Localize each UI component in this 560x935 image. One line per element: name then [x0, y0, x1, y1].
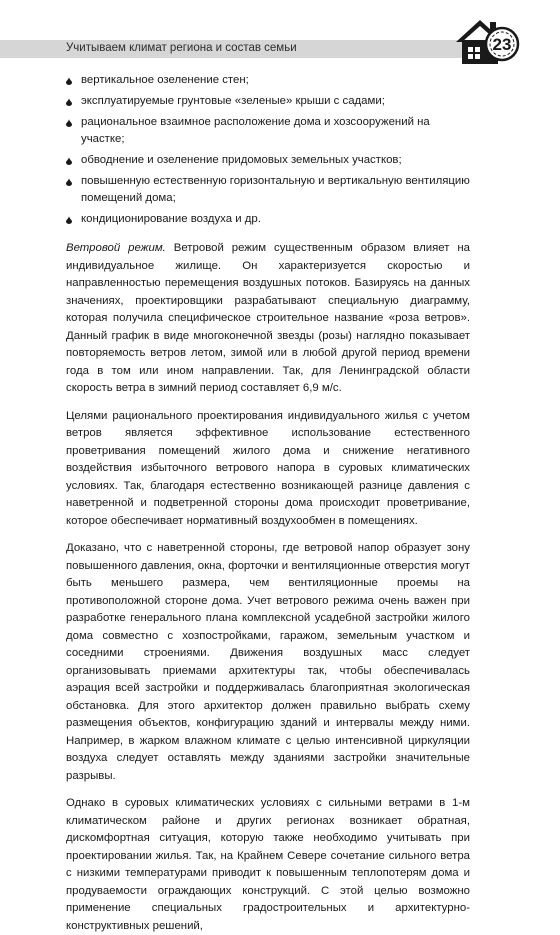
- list-item: [66, 211, 470, 228]
- drop-bullet-icon: [66, 98, 72, 106]
- drop-bullet-icon: [66, 119, 72, 127]
- drop-bullet-icon: [66, 216, 72, 224]
- drop-bullet-icon: [66, 157, 72, 165]
- paragraph: Однако в суровых климатических условиях с сильными ветрами в 1-м климатическом районе и других регионах возникает обратная, дискомфортная ситуация, которую также необходимо учитывать при проектировании жилья. Так, на Крайнем Севере сочетание сильного ветра с низкими температурами приводит к повышенным теплопотерям дома и продуваемости ограждающих конструкций. С этой целью возможно применение специальных градостроительных и архитектурно-конструктивных решений,: [66, 797, 470, 932]
- paragraph: Целями рационального проектирования индивидуального жилья с учетом ветров является эффективное использование естественного проветривания помещений жилого дома и снижение негативного воздействия избыточного ветрового напора в суровых климатических условиях. Так, благодаря естественно возникающей разнице давления с наветренной и подветренной стороны дома происходит проветривание, которое обеспечивает нормативный воздухообмен в помещениях.: [66, 409, 470, 527]
- paragraph-wind-regime: [66, 240, 470, 398]
- paragraph: Доказано, что с наветренной стороны, где ветровой напор образует зону повышенного давления, окна, форточки и вентиляционные отверстия могут быть меньшего размера, чем вентиляционные проемы на противоположной стороне дома. Учет ветрового режима очень важен при разработке генерального плана комплексной усадебной застройки жилого дома совместно с хозпостройками, гаражом, земельным участком и соседними строениями. Движения воздушных масс следует организовывать приемами архитектуры так, чтобы обеспечивалась аэрация всей застройки и поддерживалась благоприятная экологическая обстановка. Для этого архитектор должен правильно выбрать схему размещения объектов, конфигурацию зданий и интервалы между ними. Например, в жарком влажном климате с целью интенсивной циркуляции воздуха следует оставлять между зданиями застройки значительные разрывы.: [66, 542, 470, 782]
- list-item-text: повышенную естественную горизонтальную и вертикальную вентиляцию помещений дома;: [81, 175, 470, 204]
- list-item: [66, 173, 470, 207]
- paragraph-lead: Ветровой режим.: [66, 242, 166, 254]
- list-item-text: рациональное взаимное расположение дома и хозсооружений на участке;: [81, 116, 430, 145]
- list-item-text: обводнение и озеленение придомовых земельных участков;: [81, 154, 402, 166]
- list-item: [66, 72, 470, 89]
- page-body: [66, 72, 470, 935]
- page-number: 23: [492, 35, 512, 54]
- list-item: [66, 152, 470, 169]
- page-header: [0, 0, 560, 76]
- paragraph-text: Ветровой режим существенным образом влияет на индивидуальное жилище. Он характеризуется скоростью и направленностью перемещения воздушных потоков. Базируясь на данных значениях, проектировщики разрабатывают специальную диаграмму, которая получила специфическое строительное название «роза ветров». Данный график в виде многоконечной звезды (розы) наглядно показывает повторяемость ветров летом, зимой или в любой другой период времени года в том или ином направлении. Так, для Ленинградской области скорость ветра в зимний период составляет 6,9 м/с.: [66, 242, 470, 394]
- list-item-text: кондиционирование воздуха и др.: [81, 213, 261, 225]
- list-item: [66, 93, 470, 110]
- bullet-list: [66, 72, 470, 228]
- list-item: [66, 114, 470, 148]
- list-item-text: вертикальное озеленение стен;: [81, 74, 249, 86]
- running-title: Учитываем климат региона и состав семьи: [66, 42, 297, 54]
- drop-bullet-icon: [66, 178, 72, 186]
- list-item-text: эксплуатируемые грунтовые «зеленые» крыши с садами;: [81, 95, 385, 107]
- drop-bullet-icon: [66, 77, 72, 85]
